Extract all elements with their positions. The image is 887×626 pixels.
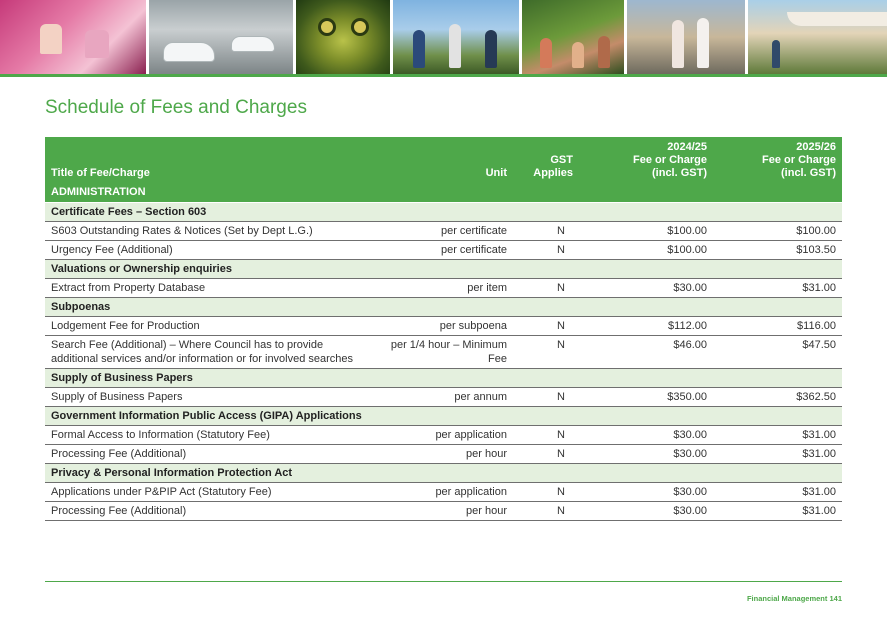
row-unit: per certificate — [367, 221, 513, 240]
table-row — [45, 501, 842, 520]
row-unit: per application — [367, 482, 513, 501]
row-title: Formal Access to Information (Statutory Fee) — [45, 425, 367, 444]
row-fee-2025-26: $31.00 — [713, 278, 842, 297]
footer-divider — [45, 581, 842, 582]
group-heading: Privacy & Personal Information Protection Act — [45, 463, 842, 482]
footer-page-label: Financial Management 141 — [746, 594, 842, 603]
row-fee-2024-25: $30.00 — [579, 425, 713, 444]
group-heading-row — [45, 463, 842, 482]
header-fee1-line2: Fee or Charge — [633, 154, 707, 166]
group-heading: Government Information Public Access (GIPA) Applications — [45, 406, 842, 425]
row-unit: per annum — [367, 387, 513, 406]
group-heading: Valuations or Ownership enquiries — [45, 259, 842, 278]
row-title: S603 Outstanding Rates & Notices (Set by Dept L.G.) — [45, 221, 367, 240]
row-fee-2025-26: $103.50 — [713, 240, 842, 259]
row-gst: N — [513, 240, 579, 259]
group-heading: Subpoenas — [45, 297, 842, 316]
table-row — [45, 221, 842, 240]
row-title: Search Fee (Additional) – Where Council has to provide additional services and/or information or for involved searches — [45, 335, 367, 368]
row-title: Applications under P&PIP Act (Statutory Fee) — [45, 482, 367, 501]
row-unit: per hour — [367, 444, 513, 463]
group-heading-row — [45, 259, 842, 278]
header-unit: Unit — [367, 137, 513, 183]
row-title: Urgency Fee (Additional) — [45, 240, 367, 259]
row-unit: per item — [367, 278, 513, 297]
children-reading-photo — [0, 0, 146, 74]
row-gst: N — [513, 387, 579, 406]
row-fee-2024-25: $100.00 — [579, 221, 713, 240]
row-unit: per certificate — [367, 240, 513, 259]
table-row — [45, 316, 842, 335]
row-title: Supply of Business Papers — [45, 387, 367, 406]
page-title: Schedule of Fees and Charges — [45, 97, 307, 118]
community-building-photo — [748, 0, 887, 74]
header-fee2-line3: (incl. GST) — [781, 167, 836, 179]
row-fee-2025-26: $47.50 — [713, 335, 842, 368]
header-fee-2025-26 — [713, 137, 842, 183]
banner-divider — [0, 74, 887, 77]
row-fee-2025-26: $31.00 — [713, 482, 842, 501]
group-heading-row — [45, 406, 842, 425]
header-gst-line1: GST — [550, 154, 573, 166]
photo-banner — [0, 0, 887, 74]
fees-table — [45, 137, 842, 521]
row-fee-2024-25: $100.00 — [579, 240, 713, 259]
row-title: Extract from Property Database — [45, 278, 367, 297]
row-fee-2025-26: $31.00 — [713, 425, 842, 444]
header-title: Title of Fee/Charge — [45, 137, 367, 183]
row-unit: per 1/4 hour – Minimum Fee — [367, 335, 513, 368]
table-row — [45, 278, 842, 297]
table-row — [45, 240, 842, 259]
table-row — [45, 425, 842, 444]
street-walkers-photo — [627, 0, 745, 74]
row-unit: per application — [367, 425, 513, 444]
row-fee-2024-25: $350.00 — [579, 387, 713, 406]
section-heading: ADMINISTRATION — [45, 183, 842, 202]
row-title: Processing Fee (Additional) — [45, 501, 367, 520]
group-heading: Certificate Fees – Section 603 — [45, 202, 842, 221]
group-heading-row — [45, 297, 842, 316]
header-fee-2024-25 — [579, 137, 713, 183]
row-title: Lodgement Fee for Production — [45, 316, 367, 335]
electric-cars-photo — [149, 0, 293, 74]
row-fee-2024-25: $30.00 — [579, 444, 713, 463]
row-fee-2025-26: $31.00 — [713, 501, 842, 520]
header-fee1-line3: (incl. GST) — [652, 167, 707, 179]
row-gst: N — [513, 335, 579, 368]
row-unit: per subpoena — [367, 316, 513, 335]
header-gst — [513, 137, 579, 183]
row-gst: N — [513, 501, 579, 520]
frog-photo — [296, 0, 390, 74]
group-heading-row — [45, 202, 842, 221]
row-fee-2024-25: $46.00 — [579, 335, 713, 368]
table-header-row — [45, 137, 842, 183]
row-fee-2024-25: $30.00 — [579, 278, 713, 297]
garden-group-photo — [522, 0, 623, 74]
table-row — [45, 335, 842, 368]
row-gst: N — [513, 444, 579, 463]
row-gst: N — [513, 425, 579, 444]
row-fee-2024-25: $30.00 — [579, 482, 713, 501]
header-fee2-line2: Fee or Charge — [762, 154, 836, 166]
group-heading: Supply of Business Papers — [45, 368, 842, 387]
row-unit: per hour — [367, 501, 513, 520]
row-title: Processing Fee (Additional) — [45, 444, 367, 463]
table-row — [45, 482, 842, 501]
row-fee-2024-25: $112.00 — [579, 316, 713, 335]
row-gst: N — [513, 278, 579, 297]
row-gst: N — [513, 482, 579, 501]
header-fee2-line1: 2025/26 — [796, 141, 836, 153]
row-fee-2025-26: $100.00 — [713, 221, 842, 240]
header-fee1-line1: 2024/25 — [667, 141, 707, 153]
row-gst: N — [513, 221, 579, 240]
family-park-photo — [393, 0, 519, 74]
row-fee-2025-26: $31.00 — [713, 444, 842, 463]
header-gst-line2: Applies — [533, 167, 573, 179]
table-row — [45, 387, 842, 406]
row-fee-2025-26: $362.50 — [713, 387, 842, 406]
group-heading-row — [45, 368, 842, 387]
row-fee-2024-25: $30.00 — [579, 501, 713, 520]
row-fee-2025-26: $116.00 — [713, 316, 842, 335]
section-row — [45, 183, 842, 202]
row-gst: N — [513, 316, 579, 335]
table-row — [45, 444, 842, 463]
